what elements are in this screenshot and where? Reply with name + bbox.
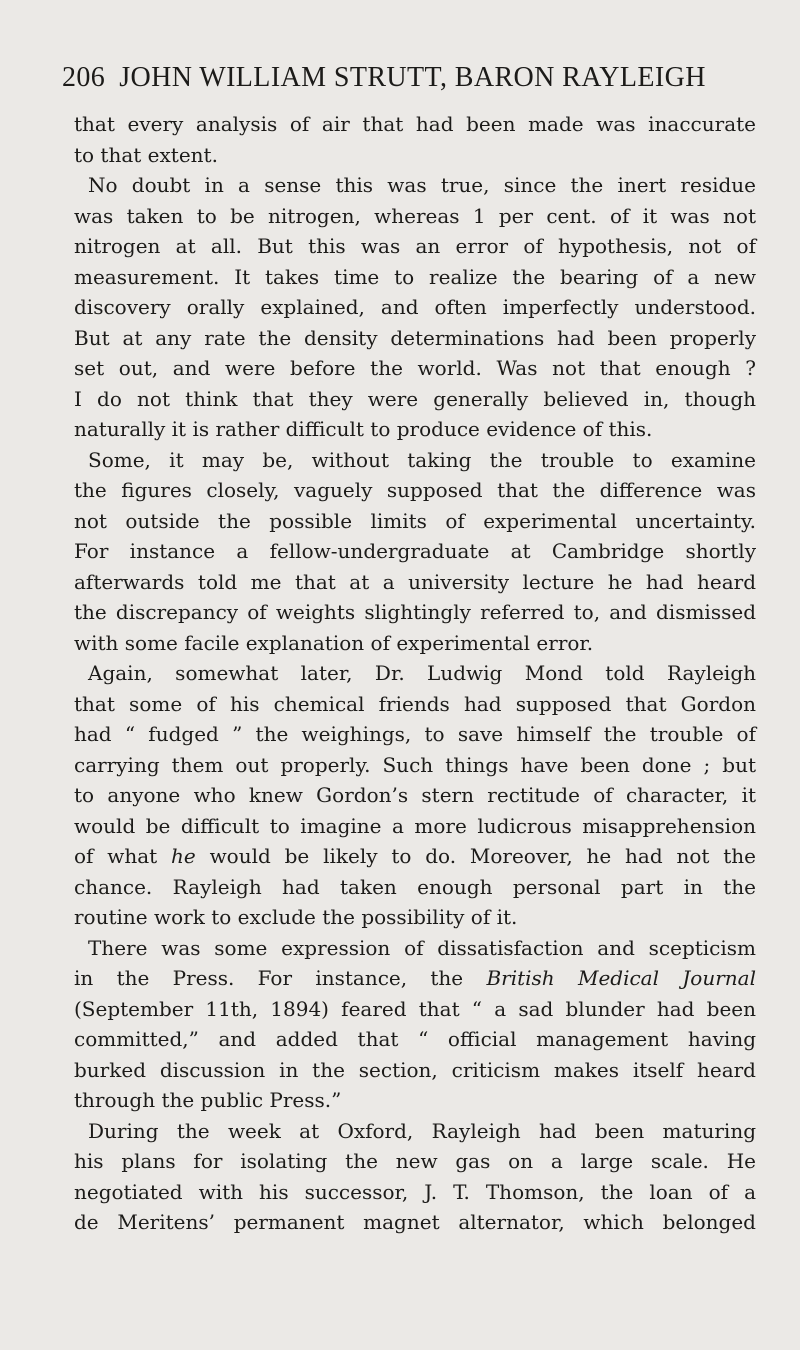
text-line: carrying them out properly. Such things have been done ; but (74, 752, 756, 777)
text-line: During the week at Oxford, Rayleigh had been maturing (88, 1118, 756, 1143)
text-line-with-italic (74, 841, 756, 872)
text-fragment: would be likely to do. Moreover, he had not the (195, 844, 756, 868)
page-number: 206 (62, 62, 106, 93)
text-line: not outside the possible limits of experimental uncertainty. (74, 508, 756, 533)
text-line: committed,” and added that “ official management having (74, 1027, 756, 1051)
italic-text: British Medical Journal (486, 966, 756, 990)
body-text (74, 109, 756, 1238)
text-line: nitrogen at all. But this was an error of hypothesis, not of (74, 234, 756, 258)
text-line: No doubt in a sense this was true, since the inert residue (88, 173, 756, 197)
text-line: negotiated with his successor, J. T. Thomson, the loan of a (74, 1179, 756, 1204)
text-line: de Meritens’ permanent magnet alternator, which belonged (74, 1210, 756, 1234)
text-fragment: in the Press. For instance, the (74, 966, 487, 990)
text-line: to anyone who knew Gordon’s stern rectitude of character, it (74, 783, 756, 807)
text-line: to that extent. (74, 142, 218, 167)
text-fragment: of what (74, 844, 172, 868)
text-line: would be difficult to imagine a more ludicrous misapprehension (74, 813, 756, 838)
text-line: routine work to exclude the possibility of it. (74, 905, 518, 929)
text-line: that some of his chemical friends had supposed that Gordon (74, 691, 756, 716)
text-line: through the public Press.” (74, 1088, 342, 1112)
running-title: JOHN WILLIAM STRUTT, BARON RAYLEIGH (119, 62, 706, 93)
text-line: discovery orally explained, and often imperfectly understood. (74, 295, 756, 319)
text-line: measurement. It takes time to realize the bearing of a new (74, 264, 756, 289)
text-line: was taken to be nitrogen, whereas 1 per cent. of it was not (74, 203, 756, 228)
text-line: with some facile explanation of experimental error. (74, 630, 594, 655)
text-line: Again, somewhat later, Dr. Ludwig Mond told Rayleigh (88, 661, 756, 685)
text-line: naturally it is rather difficult to produce evidence of this. (74, 417, 653, 441)
text-line: Some, it may be, without taking the trouble to examine (88, 447, 756, 472)
text-line-with-italic (74, 963, 756, 994)
text-line: I do not think that they were generally believed in, though (74, 386, 756, 411)
text-line: his plans for isolating the new gas on a large scale. He (74, 1149, 756, 1173)
text-line: that every analysis of air that had been made was inaccurate (74, 112, 756, 136)
text-line: set out, and were before the world. Was not that enough ? (74, 356, 756, 380)
text-line: There was some expression of dissatisfaction and scepticism (88, 935, 756, 960)
text-line: (September 11th, 1894) feared that “ a sad blunder had been (74, 996, 756, 1021)
italic-text: he (171, 844, 196, 868)
text-line: chance. Rayleigh had taken enough personal part in the (74, 874, 756, 899)
text-line: the discrepancy of weights slightingly referred to, and dismissed (74, 600, 756, 624)
text-line: afterwards told me that at a university lecture he had heard (74, 569, 756, 594)
text-line: the figures closely, vaguely supposed that the difference was (74, 478, 756, 502)
running-header (62, 61, 752, 95)
text-line: For instance a fellow-undergraduate at Cambridge shortly (74, 539, 756, 563)
text-line: had “ fudged ” the weighings, to save himself the trouble of (74, 722, 756, 746)
text-line: But at any rate the density determinations had been properly (74, 325, 756, 350)
text-line: burked discussion in the section, criticism makes itself heard (74, 1057, 756, 1082)
